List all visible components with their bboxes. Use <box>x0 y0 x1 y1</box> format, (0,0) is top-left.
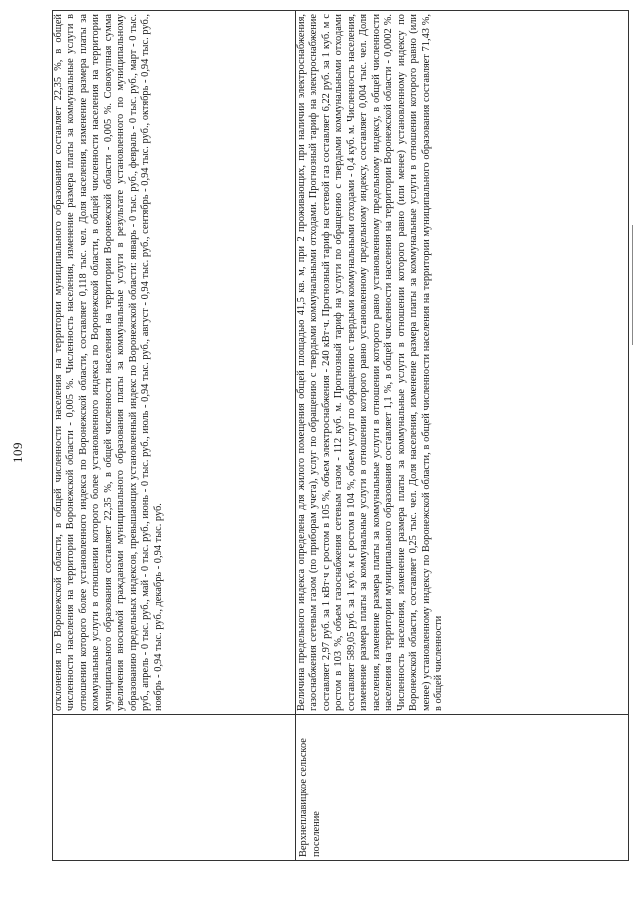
table-row <box>296 11 629 861</box>
municipality-cell <box>296 715 629 861</box>
municipality-name: Верхнеплавицкое сельское поселение <box>298 738 322 857</box>
description-text: Величина предельного индекса определена для жилого помещения общей площадью 41,5 кв. м, при 2 проживающих, при наличии электроснабжения, газоснабжения сетевым газом (по приборам учета), услуг по обращению с твердыми коммунальными отходами. Прогнозный тариф на электроснабжение составляет 2,97 руб. за 1 кВт·ч с ростом в 105 %, объем электроснабжения - 240 кВт·ч. Прогнозный тариф на сетевой газ составляет 6,22 руб. за 1 куб. м с ростом в 103 %, объем газоснабжения сетевым газом - 112 куб. м. Прогнозный тариф на услуги по обращению с твердыми коммунальными отходами составляет 589,05 руб. за 1 куб. м с ростом в 104 %, объем услуг по обращению с твердыми коммунальными отходами - 0,4 куб. м. Численность населения, изменение размера платы за коммунальные услуги в отношении которого равно установленному предельному индексу, составляет 0,004 тыс. чел. Доля населения, изменение размера платы за коммунальные услуги в отношении которого равно установленному предельному индексу, в общей численности населения на территории муниципального образования составляет 1,1 %, в общей численности населения на территории Воронежской области - 0,0002 %. Численность населения, изменение размера платы за коммунальные услуги в отношении которого равно (или менее) установленному индексу по Воронежской области, составляет 0,25 тыс. чел. Доля населения, изменение размера платы за коммунальные услуги в отношении которого равно (или менее) установленному индексу по Воронежской области, в общей численности населения на территории муниципального образования составляет 71,43 %, в общей численности <box>296 14 445 711</box>
bottom-divider <box>632 225 633 345</box>
municipality-cell <box>53 715 296 861</box>
description-cell <box>296 11 629 715</box>
table-row <box>53 11 296 861</box>
description-text: отклонения по Воронежской области, в общей численности населения на территории муниципального образования составляет 22,35 %, в общей численности населения на территории Воронежской области - 0,005 %. Численность населения, изменение размера платы за коммунальные услуги в отношении которого более установленного индекса по Воронежской области, составляет 0,118 тыс. чел. Доля населения, изменение размера платы за коммунальные услуги в отношении которого более установленного индекса по Воронежской области, в общей численности населения на территории муниципального образования составляет 22,35 %, в общей численности населения на территории Воронежской области - 0,005 %. Совокупная сумма увеличения вносимой гражданами муниципального образования платы за коммунальные услуги в результате установленного по муниципальному образованию предельных индексов, превышающих установленный индекс по Воронежской области: январь - 0 тыс. руб., февраль - 0 тыс. руб., март - 0 тыс. руб., апрель - 0 тыс. руб., май - 0 тыс. руб., июнь - 0 тыс. руб., июль - 0,94 тыс. руб., август - 0,94 тыс. руб., сентябрь - 0,94 тыс. руб., октябрь - 0,94 тыс. руб., ноябрь - 0,94 тыс. руб., декабрь - 0,94 тыс. руб. <box>53 14 164 711</box>
description-cell <box>53 11 296 715</box>
index-table <box>52 10 629 861</box>
page-number: 109 <box>10 442 25 463</box>
